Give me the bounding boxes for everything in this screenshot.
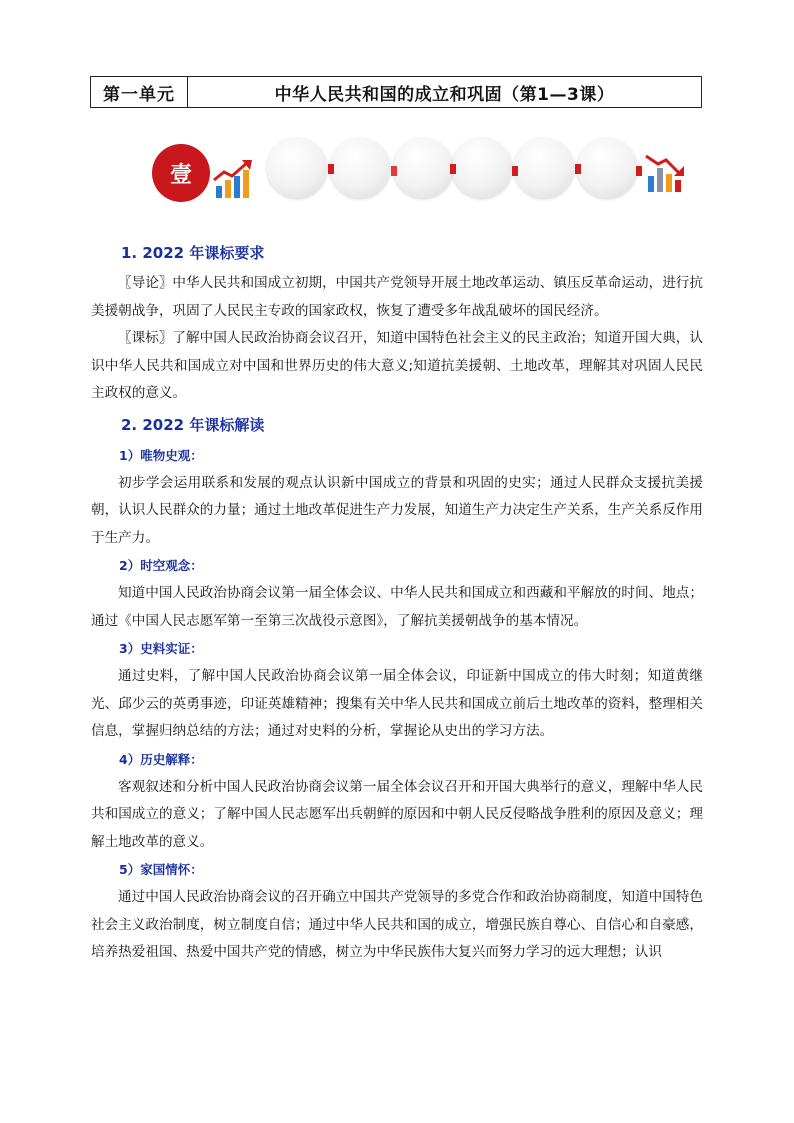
bubble-gap-mark (391, 166, 397, 176)
unit-title: 中华人民共和国的成立和巩固（第1—3课） (274, 84, 615, 105)
bubble-gap-mark (636, 166, 642, 176)
rising-chart-icon (212, 158, 256, 202)
bubble-gap-mark (328, 164, 334, 174)
intro-paragraph: 〖导论〗中华人民共和国成立初期，中国共产党领导开展土地改革运动、镇压反革命运动，进行抗美援朝战争，巩固了人民民主专政的国家政权，恢复了遭受多年战乱破坏的国民经济。 (91, 275, 703, 319)
falling-chart-icon (644, 152, 688, 196)
bubble-gap-mark (512, 166, 518, 176)
paragraph-patriotism: 通过中国人民政治协商会议的召开确立中国共产党领导的多党合作和政治协商制度，知道中国特色社会主义政治制度，树立制度自信；通过中华人民共和国的成立，增强民族自尊心、自信心和自豪感，培养热爱祖国、热爱中国共产党的情感，树立为中华民族伟大复兴而努力学习的远大理想；认识 (91, 889, 703, 960)
standard-paragraph: 〖课标〗了解中国人民政治协商会议召开，知道中国特色社会主义的民主政治；知道开国大典，认识中华人民共和国成立对中国和世界历史的伟大意义;知道抗美援朝、土地改革，理解其对巩固人民民主政权的意义。 (91, 330, 703, 401)
bubble-gap-mark (450, 164, 456, 174)
title-bubble-4 (452, 138, 512, 198)
title-bubble-2 (330, 138, 390, 198)
subheading-time-space: 2）时空观念： (119, 558, 203, 573)
section-banner (152, 138, 692, 210)
title-bubble-5 (514, 138, 574, 198)
paragraph-interpretation: 客观叙述和分析中国人民政治协商会议第一届全体会议召开和开国大典举行的意义，理解中华人民共和国成立的意义；了解中国人民志愿军出兵朝鲜的原因和中朝人民反侵略战争胜利的原因及意义；理解土地改革的意义。 (91, 778, 703, 850)
bubble-gap-mark (575, 164, 581, 174)
unit-header-table (90, 76, 702, 108)
subheading-interpretation: 4）历史解释： (119, 751, 203, 767)
paragraph-materialism: 初步学会运用联系和发展的观点认识新中国成立的背景和巩固的史实；通过人民群众支援抗美援朝，认识人民群众的力量；通过土地改革促进生产力发展，知道生产力决定生产关系，生产关系反作用于生产力。 (91, 474, 703, 546)
subheading-evidence: 3）史料实证： (119, 641, 203, 656)
paragraph-time-space: 知道中国人民政治协商会议第一届全体会议、中华人民共和国成立和西藏和平解放的时间、地点；通过《中国人民志愿军第一至第三次战役示意图》，了解抗美援朝战争的基本情况。 (91, 585, 703, 629)
title-bubble-6 (577, 138, 637, 198)
unit-label: 第一单元 (91, 77, 188, 107)
section-heading-2: 2. 2022 年课标解读 (121, 415, 265, 434)
section-badge: 壹 (152, 144, 210, 202)
title-bubble-1 (267, 138, 327, 198)
section-heading-1: 1. 2022 年课标要求 (121, 244, 265, 262)
main-content (91, 236, 703, 967)
paragraph-evidence: 通过史料，了解中国人民政治协商会议第一届全体会议，印证新中国成立的伟大时刻；知道黄继光、邱少云的英勇事迹，印证英雄精神；搜集有关中华人民共和国成立前后土地改革的资料，整理相关信息，掌握归纳总结的方法；通过对史料的分析，掌握论从史出的学习方法。 (91, 668, 703, 739)
title-bubble-3 (393, 138, 453, 198)
subheading-materialism: 1）唯物史观： (119, 447, 203, 463)
subheading-patriotism: 5）家国情怀： (119, 862, 203, 877)
